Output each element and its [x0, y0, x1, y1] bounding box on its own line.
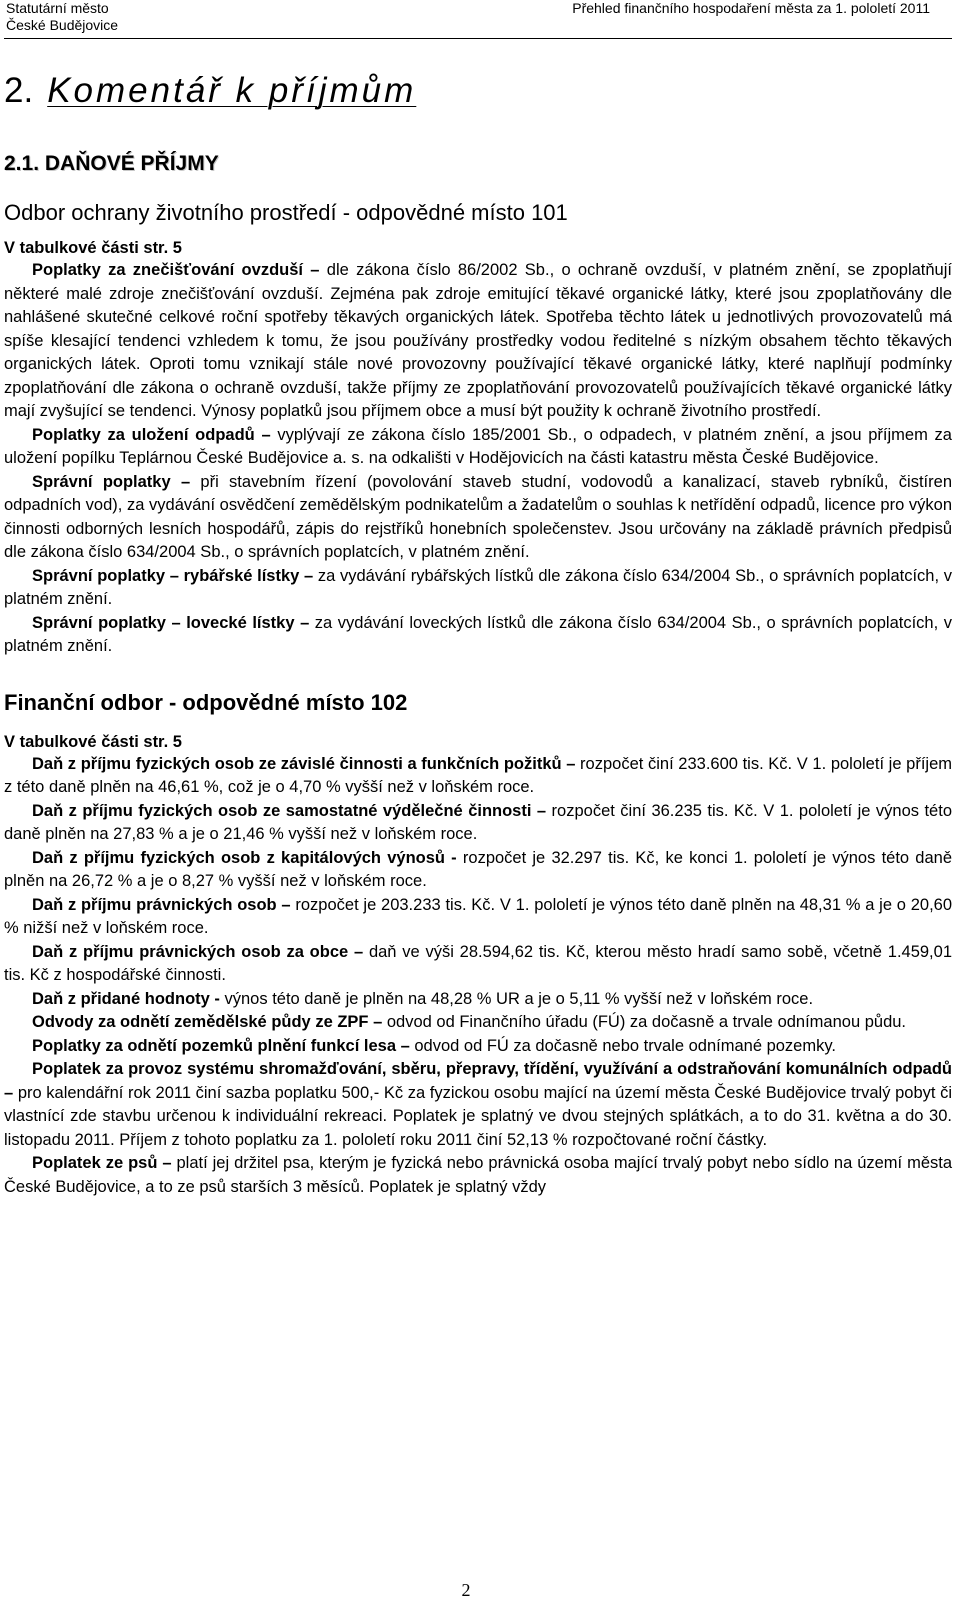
- paragraph-term: Daň z příjmu právnických osob za obce –: [32, 942, 364, 961]
- paragraph-text: při stavebním řízení (povolování staveb studní, vodovodů a kanalizací, staveb rybníků, čistíren odpadních vod), za vydávání osvědčení zemědělským podnikatelům a žadatelům o souhlas k netřídění odpadů, licence pro výkon činnosti odborných lesních hospodářů, zápis do rejstříků honebních společenstev. Jsou určovány na základě právních předpisů dle zákona číslo 634/2004 Sb., o správních poplatcích, v platném znění.: [4, 472, 952, 561]
- paragraph-text: rozpočet činí 233.600 tis. Kč. V 1. pololetí je příjem z této daně plněn na 46,61 %, což je o 4,70 % vyšší než v loňském roce.: [4, 754, 952, 796]
- dept-102-heading: Finanční odbor - odpovědné místo 102: [4, 689, 408, 715]
- paragraph-waste-deposit-fees: [4, 424, 952, 471]
- paragraph-text: daň ve výši 28.594,62 tis. Kč, kterou město hradí samo sobě, včetně 1.459,01 tis. Kč z hospodářské činnosti.: [4, 942, 952, 984]
- header-city-line1: Statutární město: [6, 0, 109, 16]
- dept-101-table-ref: V tabulkové části str. 5: [4, 239, 182, 257]
- paragraph-text: za vydávání rybářských lístků dle zákona číslo 634/2004 Sb., o správních poplatcích, v platném znění.: [4, 566, 952, 608]
- paragraph-air-pollution-fees: [4, 259, 952, 424]
- paragraph-term: Správní poplatky – lovecké lístky –: [32, 613, 310, 632]
- page-number: 2: [461, 1580, 471, 1600]
- paragraph-administrative-fees: [4, 471, 952, 565]
- header-report-title: Přehled finančního hospodaření města za 1. pololetí 2011: [572, 0, 930, 16]
- paragraph-term: Poplatky za odnětí pozemků plnění funkcí lesa –: [32, 1036, 410, 1055]
- paragraph-term: Správní poplatky – rybářské lístky –: [32, 566, 314, 585]
- paragraph-term: Poplatky za znečišťování ovzduší –: [32, 261, 320, 279]
- paragraph-text: vyplývají ze zákona číslo 185/2001 Sb., o odpadech, v platném znění, a jsou příjmem za uložení popílku Teplárnou České Budějovice a. s. na odkališti v Hodějovicích na části katastru města České Budějovice.: [4, 425, 952, 467]
- chapter-number: 2.: [4, 71, 34, 110]
- paragraph-term: Poplatek za provoz systému shromažďování, sběru, přepravy, třídění, využívání a odstraňování komunálních odpadů –: [4, 1060, 952, 1102]
- paragraph-text: rozpočet je 203.233 tis. Kč. V 1. pololetí je výnos této daně plněn na 48,31 % a je o 20,60 % nižší než v loňském roce.: [4, 895, 953, 937]
- paragraph-agricultural-land-levy: [4, 1011, 952, 1035]
- document-body: [4, 56, 952, 1199]
- paragraph-text: dle zákona číslo 86/2002 Sb., o ochraně ovzduší, v platném znění, se zpoplatňují některé malé zdroje znečišťování ovzduší. Zejména pak zdroje emitující těkavé organické látky, které jsou zpoplatňovány dle nahlášené skutečné celkové roční spotřeby těkavých organických látek. Spotřeba těchto látek u jednotlivých provozovatelů má spíše klesající tendenci vzhledem k tomu, že jsou používány prostředky vodou ředitelné s nízkým obsahem těchto těkavých organických látek. Oproti tomu vznikají stále nové provozovny používající těkavé organické látky, které naplňují podmínky zpoplatňování dle zákona o ochraně ovzduší, takže příjmy ze zpoplatňování provozovatelů používajících těkavé organické látky mají zvyšující se tendenci. Výnosy poplatků jsou příjmem obce a musí být použity k ochraně životního prostředí.: [4, 261, 952, 420]
- page-header: [0, 0, 960, 40]
- paragraph-corporate-tax: [4, 894, 952, 941]
- paragraph-text: pro kalendářní rok 2011 činí sazba poplatku 500,- Kč za fyzickou osobu mající na území města České Budějovice trvalý pobyt či vlastnící zde stavbu určenou k individuální rekreaci. Poplatek je splatný ve dvou stejných splátkách, a to do 31. května a do 30. listopadu 2011. Příjem z tohoto poplatku za 1. pololetí roku 2011 činí 52,13 % rozpočtované roční částky.: [4, 1083, 952, 1149]
- paragraph-term: Daň z příjmu fyzických osob ze samostatné výdělečné činnosti –: [32, 801, 547, 820]
- paragraph-text: za vydávání loveckých lístků dle zákona číslo 634/2004 Sb., o správních poplatcích, v platném znění.: [4, 613, 952, 655]
- paragraph-term: Poplatek ze psů –: [32, 1154, 172, 1172]
- paragraph-text: rozpočet je 32.297 tis. Kč, ke konci 1. pololetí je výnos této daně plněn na 26,72 % a je o 8,27 % vyšší než v loňském roce.: [4, 848, 953, 890]
- header-city-line2: České Budějovice: [6, 17, 119, 33]
- paragraph-text: odvod od Finančního úřadu (FÚ) za dočasně a trvale odnímanou půdu.: [382, 1013, 907, 1031]
- paragraph-term: Daň z přidané hodnoty -: [32, 989, 220, 1008]
- dept-101-heading: Odbor ochrany životního prostředí - odpovědné místo 101: [4, 200, 568, 225]
- header-city: [6, 0, 118, 34]
- paragraph-municipal-waste-fee: [4, 1058, 952, 1152]
- dept-102-table-ref: V tabulkové části str. 5: [4, 732, 182, 751]
- paragraph-term: Odvody za odnětí zemědělské půdy ze ZPF –: [32, 1013, 383, 1031]
- paragraph-text: výnos této daně je plněn na 48,28 % UR a je o 5,11 % vyšší než v loňském roce.: [219, 989, 814, 1008]
- paragraph-corporate-tax-municipality: [4, 941, 952, 988]
- paragraph-text: odvod od FÚ za dočasně nebo trvale odnímané pozemky.: [409, 1036, 836, 1055]
- section-heading: 2.1. DAŇOVÉ PŘÍJMY: [4, 152, 219, 175]
- paragraph-income-tax-capital: [4, 847, 952, 894]
- paragraph-forest-land-fees: [4, 1035, 952, 1059]
- paragraph-text: platí jej držitel psa, kterým je fyzická nebo právnická osoba mající trvalý pobyt nebo sídlo na území města České Budějovice, a to ze psů starších 3 měsíců. Poplatek je splatný vždy: [4, 1154, 953, 1196]
- paragraph-vat: [4, 988, 952, 1012]
- paragraph-term: Správní poplatky –: [32, 472, 191, 491]
- paragraph-term: Daň z příjmu fyzických osob ze závislé činnosti a funkčních požitků –: [32, 754, 576, 773]
- paragraph-text: rozpočet činí 36.235 tis. Kč. V 1. pololetí je výnos této daně plněn na 27,83 % a je o 21,46 % vyšší než v loňském roce.: [4, 801, 952, 843]
- chapter-title: Komentář k příjmům: [47, 71, 417, 110]
- paragraph-income-tax-self-employed: [4, 800, 952, 847]
- chapter-heading: [4, 71, 952, 111]
- paragraph-hunting-licences: [4, 612, 952, 659]
- paragraph-term: Poplatky za uložení odpadů –: [32, 425, 271, 444]
- paragraph-income-tax-employment: [4, 753, 952, 800]
- paragraph-dog-fee: [4, 1152, 952, 1199]
- paragraph-term: Daň z příjmu právnických osob –: [32, 895, 291, 914]
- header-divider: [4, 38, 952, 39]
- paragraph-term: Daň z příjmu fyzických osob z kapitálových výnosů -: [32, 848, 457, 867]
- paragraph-fishing-licences: [4, 565, 952, 612]
